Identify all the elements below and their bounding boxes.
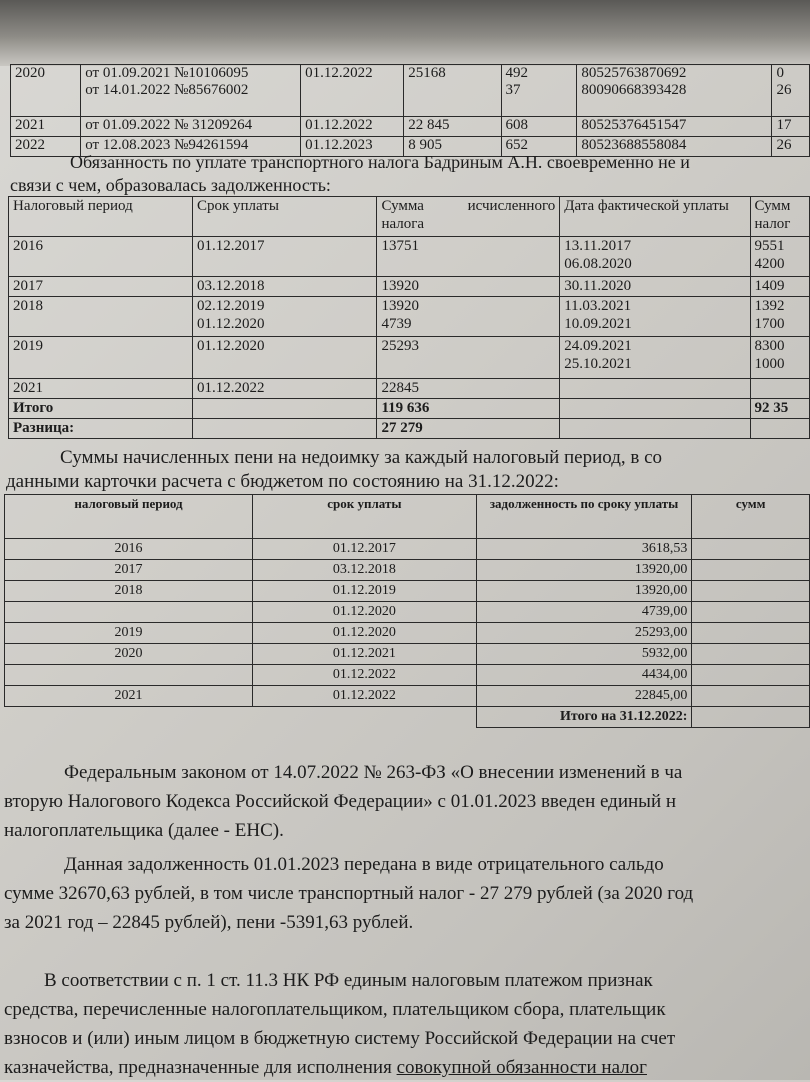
last-cell: 17	[772, 117, 810, 137]
total-label: Итого	[9, 399, 193, 419]
sum-cell: 13920	[377, 277, 560, 297]
id-cell: 80523688558084	[577, 137, 772, 157]
year-cell: 2022	[11, 137, 81, 157]
sum-cell: 13751	[377, 237, 560, 277]
empty-cell	[253, 707, 477, 728]
paragraph-penalties: Суммы начисленных пени на недоимку за каждый налоговый период, в со	[60, 447, 663, 468]
paragraph-penalties-cont: данными карточки расчета с бюджетом по состоянию на 31.12.2022:	[6, 471, 559, 492]
header-due: срок уплаты	[253, 495, 477, 539]
debt-cell: 13920,00	[476, 560, 692, 581]
amount-cell	[692, 602, 810, 623]
paragraph-debt-transfer-3: за 2021 год – 22845 рублей), пени -5391,63 рублей.	[4, 912, 414, 933]
debt-cell: 4739,00	[476, 602, 692, 623]
due-cell: 01.12.2022	[192, 379, 377, 399]
period-cell	[5, 602, 253, 623]
table-row	[5, 560, 810, 581]
code-cell: 608	[501, 117, 577, 137]
due-cell: 01.12.2022	[253, 686, 477, 707]
period-cell: 2018	[5, 581, 253, 602]
amount-cell	[692, 623, 810, 644]
table-row	[11, 65, 810, 117]
amount-cell: 1409	[750, 277, 810, 297]
amount-cell: 8300 1000	[750, 337, 810, 379]
due-cell: 01.12.2017	[192, 237, 377, 277]
period-cell: 2019	[5, 623, 253, 644]
year-cell: 2020	[11, 65, 81, 117]
amount-cell	[692, 581, 810, 602]
paragraph-debt-transfer: Данная задолженность 01.01.2023 передана в виде отрицательного сальдо	[64, 854, 664, 875]
header-debt: задолженность по сроку уплаты	[476, 495, 692, 539]
debt-cell: 3618,53	[476, 539, 692, 560]
due-cell: 03.12.2018	[192, 277, 377, 297]
page-top-shadow	[0, 0, 810, 66]
table-row	[9, 277, 810, 297]
header-paid-date: Дата фактической уплаты	[560, 197, 750, 237]
header-amount: сумм	[692, 495, 810, 539]
table-row	[9, 237, 810, 277]
table-row	[5, 644, 810, 665]
empty-cell	[560, 419, 750, 439]
table-row	[5, 602, 810, 623]
due-cell: 03.12.2018	[253, 560, 477, 581]
paid-cell: 24.09.2021 25.10.2021	[560, 337, 750, 379]
due-cell: 02.12.2019 01.12.2020	[192, 297, 377, 337]
sum-cell: 25293	[377, 337, 560, 379]
table-row	[5, 581, 810, 602]
empty-cell	[192, 419, 377, 439]
table-row	[9, 297, 810, 337]
period-cell: 2017	[5, 560, 253, 581]
period-cell: 2018	[9, 297, 193, 337]
paragraph-ens-3: взносов и (или) иным лицом в бюджетную систему Российской Федерации на счет	[4, 1028, 676, 1049]
total-row	[5, 707, 810, 728]
table-row	[5, 686, 810, 707]
code-cell: 492 37	[501, 65, 577, 117]
table-row	[11, 117, 810, 137]
debt-cell: 22845,00	[476, 686, 692, 707]
code-cell: 652	[501, 137, 577, 157]
amount-cell	[750, 379, 810, 399]
id-cell: 80525763870692 80090668393428	[577, 65, 772, 117]
due-cell: 01.12.2022	[253, 665, 477, 686]
paid-cell: 11.03.2021 10.09.2021	[560, 297, 750, 337]
difference-label: Разница:	[9, 419, 193, 439]
header-due: Срок уплаты	[192, 197, 377, 237]
sum-cell: 13920 4739	[377, 297, 560, 337]
penalties-table	[4, 494, 810, 728]
table-header-row	[9, 197, 810, 237]
due-cell: 01.12.2020	[192, 337, 377, 379]
paragraph-federal-law: Федеральным законом от 14.07.2022 № 263-ФЗ «О внесении изменений в ча	[64, 762, 683, 783]
total-label: Итого на 31.12.2022:	[476, 707, 692, 728]
debt-cell: 4434,00	[476, 665, 692, 686]
paragraph-obligation-cont: связи с чем, образовалась задолженность:	[10, 175, 331, 195]
period-cell: 2021	[9, 379, 193, 399]
total-amount: 92 35	[750, 399, 810, 419]
period-cell: 2020	[5, 644, 253, 665]
total-row	[9, 399, 810, 419]
period-cell: 2016	[9, 237, 193, 277]
due-cell: 01.12.2019	[253, 581, 477, 602]
paragraph-ens-4: казначейства, предназначенные для исполнения совокупной обязанности налог	[4, 1057, 647, 1078]
table-row	[5, 539, 810, 560]
header-period: налоговый период	[5, 495, 253, 539]
amount-cell	[692, 665, 810, 686]
table-row	[9, 379, 810, 399]
sum-cell: 8 905	[404, 137, 501, 157]
paragraph-federal-law-2: вторую Налогового Кодекса Российской Федерации» с 01.01.2023 введен единый н	[4, 791, 677, 812]
difference-sum: 27 279	[377, 419, 560, 439]
last-cell: 0 26	[772, 65, 810, 117]
amount-cell	[692, 539, 810, 560]
amount-cell	[692, 644, 810, 665]
empty-cell	[5, 707, 253, 728]
amount-cell: 9551 4200	[750, 237, 810, 277]
payment-notices-table	[10, 64, 810, 157]
empty-cell	[192, 399, 377, 419]
notice-cell: от 01.09.2022 № 31209264	[81, 117, 301, 137]
total-amount	[692, 707, 810, 728]
paid-cell	[560, 379, 750, 399]
paid-cell: 13.11.2017 06.08.2020	[560, 237, 750, 277]
due-cell: 01.12.2020	[253, 623, 477, 644]
paragraph-federal-law-3: налогоплательщика (далее - ЕНС).	[4, 820, 284, 841]
paragraph-ens: В соответствии с п. 1 ст. 11.3 НК РФ единым налоговым платежом признак	[44, 970, 653, 991]
last-cell: 26	[772, 137, 810, 157]
paragraph-debt-transfer-2: сумме 32670,63 рублей, в том числе транспортный налог - 27 279 рублей (за 2020 год	[4, 883, 694, 904]
amount-cell	[692, 560, 810, 581]
debt-cell: 5932,00	[476, 644, 692, 665]
notice-cell: от 12.08.2023 №94261594	[81, 137, 301, 157]
period-cell: 2017	[9, 277, 193, 297]
debt-cell: 25293,00	[476, 623, 692, 644]
sum-cell: 25168	[404, 65, 501, 117]
debt-cell: 13920,00	[476, 581, 692, 602]
header-amount: Сумм налог	[750, 197, 810, 237]
empty-cell	[750, 419, 810, 439]
paragraph-obligation: Обязанность по уплате транспортного налога Бадриным А.Н. своевременно не и	[70, 152, 690, 172]
year-cell: 2021	[11, 117, 81, 137]
due-cell: 01.12.2017	[253, 539, 477, 560]
difference-row	[9, 419, 810, 439]
sum-cell: 22 845	[404, 117, 501, 137]
period-cell	[5, 665, 253, 686]
due-cell: 01.12.2022	[301, 117, 404, 137]
due-cell: 01.12.2021	[253, 644, 477, 665]
due-cell: 01.12.2020	[253, 602, 477, 623]
amount-cell	[692, 686, 810, 707]
sum-cell: 22845	[377, 379, 560, 399]
id-cell: 80525376451547	[577, 117, 772, 137]
notice-cell: от 01.09.2021 №10106095 от 14.01.2022 №85676002	[81, 65, 301, 117]
tax-payments-table	[8, 196, 810, 439]
table-header-row	[5, 495, 810, 539]
period-cell: 2019	[9, 337, 193, 379]
header-sum: Сумма исчисленного налога	[377, 197, 560, 237]
amount-cell: 1392 1700	[750, 297, 810, 337]
table-row	[5, 623, 810, 644]
period-cell: 2021	[5, 686, 253, 707]
paid-cell: 30.11.2020	[560, 277, 750, 297]
paragraph-ens-2: средства, перечисленные налогоплательщиком, плательщиком сбора, плательщик	[4, 999, 666, 1020]
table-row	[5, 665, 810, 686]
empty-cell	[560, 399, 750, 419]
due-cell: 01.12.2023	[301, 137, 404, 157]
period-cell: 2016	[5, 539, 253, 560]
header-period: Налоговый период	[9, 197, 193, 237]
table-row	[9, 337, 810, 379]
total-sum: 119 636	[377, 399, 560, 419]
due-cell: 01.12.2022	[301, 65, 404, 117]
